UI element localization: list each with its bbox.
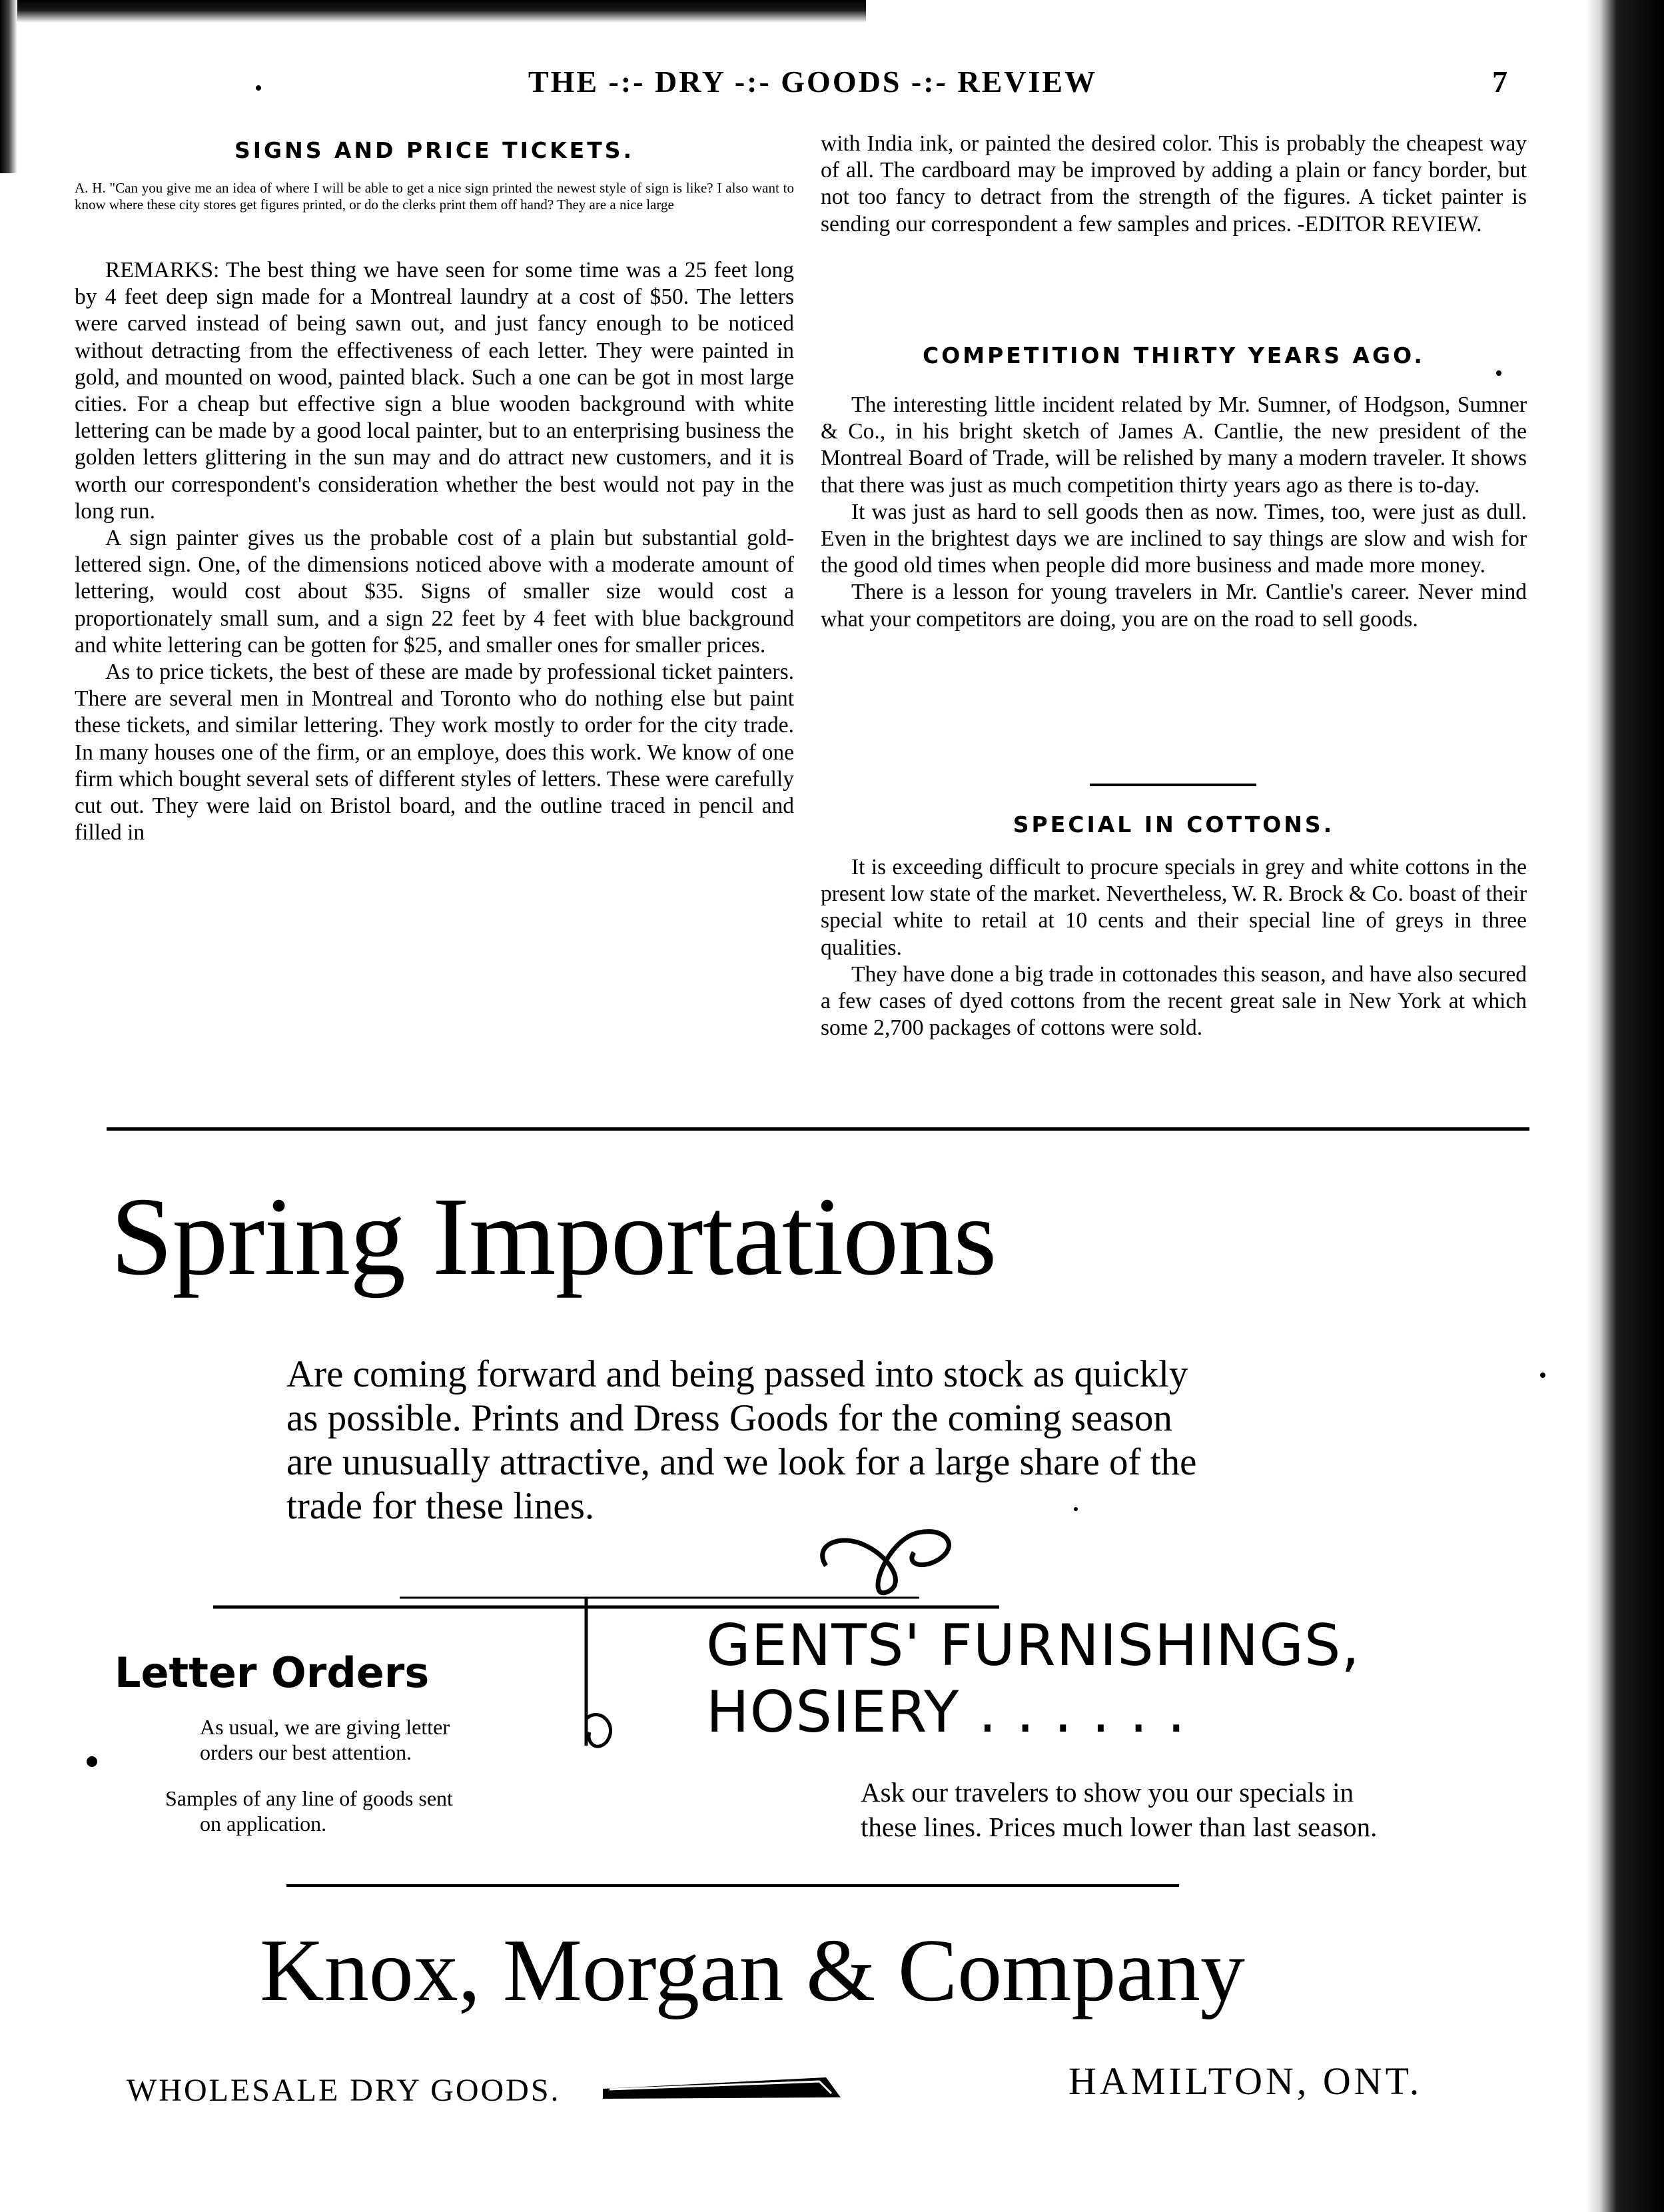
sign-painter-paragraph: A sign painter gives us the probable cost of a plain but substantial gold-lettered sign. One, of the dimensions noticed above with a moderate amount of lettering, would cost about $35. Signs of smaller size would cost a proportionately small sum, and a sign 22 feet by 4 feet with blue background and white lettering can be gotten for $25, and smaller ones for smaller prices.	[75, 526, 794, 658]
signs-heading: SIGNS AND PRICE TICKETS.	[234, 137, 635, 163]
continuation-paragraph: with India ink, or painted the desired color. This is probably the cheapest way of all. The cardboard may be improved by adding a plain or fancy border, but not too fancy to detract from the strength of the figures. A ticket painter is sending our correspondent a few samples and prices. -EDITOR REVIEW.	[821, 131, 1527, 237]
company-rule	[286, 1884, 1179, 1887]
competition-heading: COMPETITION THIRTY YEARS AGO.	[923, 342, 1425, 368]
samples-line: on application.	[200, 1812, 327, 1836]
print-speck	[1540, 1373, 1545, 1378]
page-number: 7	[1492, 65, 1507, 99]
competition-paragraph: It was just as hard to sell goods then as now. Times, too, were just as dull. Even in the brightest days we are inclined to say things are slow and wish for the good old times when people did more business and made more money.	[821, 499, 1527, 578]
gents-subtext	[861, 1775, 1377, 1844]
cottons-paragraph: They have done a big trade in cottonades this season, and have also secured a few cases of dyed cottons from the recent great sale in New York at which some 2,700 packages of cottons were sold.	[821, 961, 1527, 1041]
letter-orders-line: As usual, we are giving letter	[200, 1715, 450, 1739]
remarks-paragraph: REMARKS: The best thing we have seen for some time was a 25 feet long by 4 feet deep sign made for a Montreal laundry at a cost of $50. The letters were carved instead of being sawn out, and just fancy enough to be noticed without detracting from the effectiveness of each letter. They were painted in gold, and mounted on wood, painted black. Such a one can be got in most large cities. For a cheap but effective sign a blue wooden background with white lettering can be made by a good local painter, but to an enterprising business the golden letters glittering in the sun may and do attract new customers, and it is worth our correspondent's consideration whether the best would not pay in the long run.	[75, 258, 794, 524]
cottons-paragraph: It is exceeding difficult to procure specials in grey and white cottons in the present low state of the market. Nevertheless, W. R. Brock & Co. boast of their special white to retail at 10 cents and their special line of greys in three qualities.	[821, 855, 1527, 960]
location-label: HAMILTON, ONT.	[1068, 2059, 1423, 2103]
advert-body-line: Are coming forward and being passed into stock as quickly	[286, 1353, 1188, 1395]
wholesale-label: WHOLESALE DRY GOODS.	[127, 2073, 561, 2108]
running-title: THE -:- DRY -:- GOODS -:- REVIEW	[528, 65, 1098, 99]
print-speck	[256, 85, 261, 91]
advert-body-line: are unusually attractive, and we look for a large share of the	[286, 1441, 1197, 1483]
reader-query: A. H. "Can you give me an idea of where I will be able to get a nice sign printed the newest style of sign is like? I also want to know where these city stores get figures printed, or do the clerks print them off hand? They are a nice large	[75, 180, 794, 213]
letter-orders-line: orders our best attention.	[200, 1740, 412, 1764]
cottons-heading: SPECIAL IN COTTONS.	[1013, 812, 1335, 837]
gents-subtext-line: these lines. Prices much lower than last season.	[861, 1812, 1378, 1842]
advert-body-line: as possible. Prints and Dress Goods for the coming season	[286, 1397, 1172, 1439]
company-name: Knox, Morgan & Company	[260, 1921, 1245, 2019]
advert-headline: Spring Importations	[111, 1175, 997, 1299]
competition-paragraph: The interesting little incident related by Mr. Sumner, of Hodgson, Sumner & Co., in his bright sketch of James A. Cantlie, the new president of the Montreal Board of Trade, will be relished by many a modern traveler. It shows that there was just as much competition thirty years ago as there is to-day.	[821, 392, 1527, 498]
price-tickets-paragraph: As to price tickets, the best of these are made by professional ticket painters. There are several men in Montreal and Toronto who do nothing else but paint these tickets, and similar lettering. They work mostly to order for the city trade. In many houses one of the firm, or an employe, does this work. We know of one firm which bought several sets of different styles of letters. These were carefully cut out. They were laid on Bristol board, and the outline traced in pencil and filled in	[75, 660, 794, 845]
gents-subtext-line: Ask our travelers to show you our specials in	[861, 1777, 1354, 1808]
gents-furnishings-heading: GENTS' FURNISHINGS,	[706, 1612, 1360, 1679]
competition-paragraph: There is a lesson for young travelers in Mr. Cantlie's career. Never mind what your competitors are doing, you are on the road to sell goods.	[821, 580, 1527, 632]
print-speck	[1496, 370, 1501, 376]
print-speck	[87, 1756, 97, 1767]
advert-body-line: trade for these lines.	[286, 1485, 595, 1527]
samples-line: Samples of any line of goods sent	[165, 1786, 453, 1810]
print-speck	[1074, 1507, 1078, 1511]
hosiery-heading: HOSIERY . . . . . .	[706, 1679, 1186, 1746]
letter-orders-heading: Letter Orders	[115, 1648, 430, 1697]
gents-furnishings-block	[706, 1612, 1360, 1746]
